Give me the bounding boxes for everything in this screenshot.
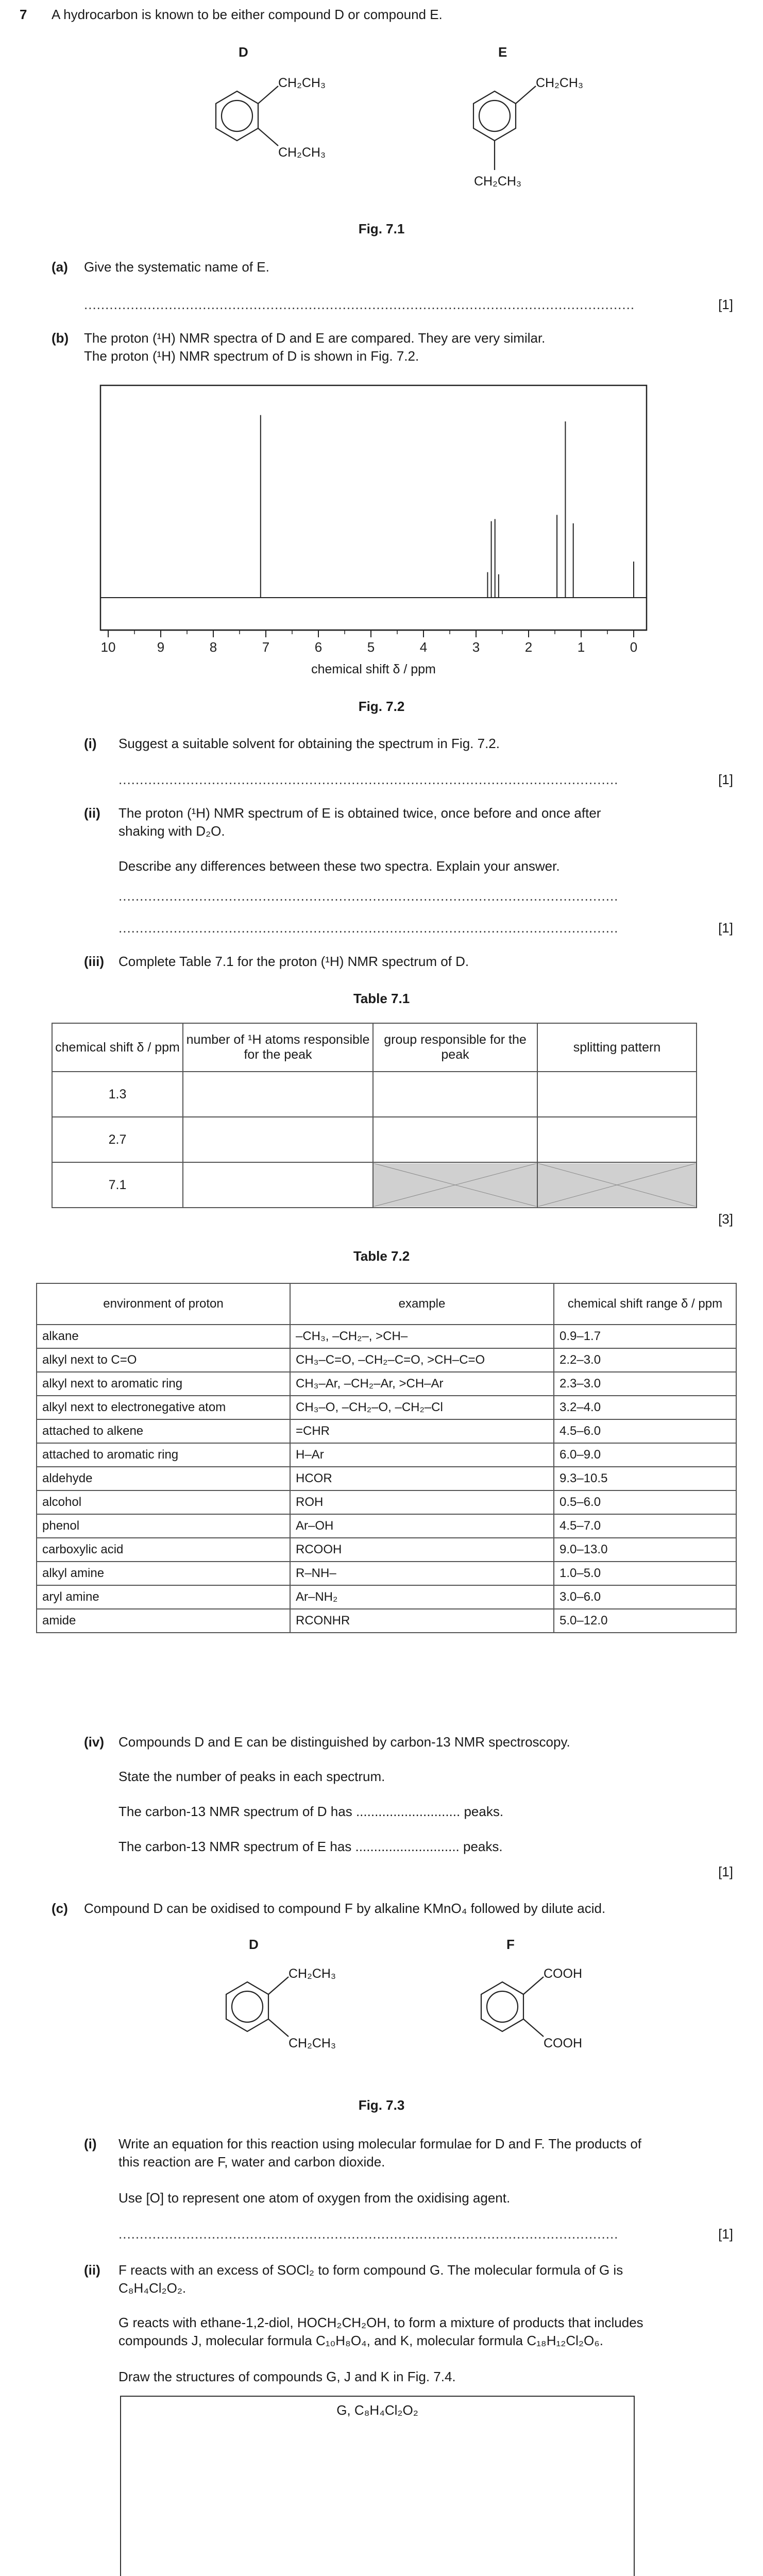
part-c-ii-text3: G reacts with ethane-1,2-diol, HOCH₂CH₂OH, to form a mixture of products that includes — [118, 2315, 643, 2330]
structure-g-box[interactable] — [120, 2396, 635, 2576]
part-c-i-text2: this reaction are F, water and carbon dioxide. — [118, 2154, 385, 2170]
table-row — [37, 1467, 736, 1490]
table71-shaded-cell — [373, 1162, 537, 1208]
table72-environment-cell: attached to aromatic ring — [37, 1443, 290, 1467]
fig73-label-d: D — [249, 1937, 259, 1952]
part-c-i-answer-line[interactable]: ...................................................................................................................... — [118, 2226, 619, 2242]
label-d: D — [239, 44, 248, 60]
part-b-ii-text2: shaking with D₂O. — [118, 823, 225, 839]
table72-example-cell: CH₃–C=O, –CH₂–C=O, >CH–C=O — [290, 1348, 554, 1372]
table71-shift-cell: 2.7 — [52, 1117, 183, 1162]
part-c-i-label: (i) — [84, 2136, 97, 2151]
table71-answer-cell[interactable] — [183, 1117, 373, 1162]
table72-example-cell: RCONHR — [290, 1609, 554, 1633]
part-c-i-text3: Use [O] to represent one atom of oxygen from the oxidising agent. — [118, 2190, 511, 2206]
table71-answer-cell[interactable] — [373, 1117, 537, 1162]
table71-shift-cell: 1.3 — [52, 1072, 183, 1117]
table71-answer-cell[interactable] — [183, 1072, 373, 1117]
part-b-iv-text1: Compounds D and E can be distinguished by carbon-13 NMR spectroscopy. — [118, 1734, 570, 1750]
intro-text: A hydrocarbon is known to be either compound D or compound E. — [52, 7, 443, 22]
table72-header-environment: environment of proton — [37, 1283, 290, 1325]
x-tick-label: 2 — [524, 639, 533, 655]
part-b-i-text: Suggest a suitable solvent for obtaining the spectrum in Fig. 7.2. — [118, 736, 500, 751]
x-tick-label: 6 — [314, 639, 323, 655]
table72-example-cell: RCOOH — [290, 1538, 554, 1562]
table72-environment-cell: phenol — [37, 1514, 290, 1538]
part-b-ii-text1: The proton (¹H) NMR spectrum of E is obtained twice, once before and once after — [118, 805, 601, 821]
table-row — [37, 1396, 736, 1419]
table72-environment-cell: alkyl next to electronegative atom — [37, 1396, 290, 1419]
table72-environment-cell: aryl amine — [37, 1585, 290, 1609]
table72-shift-range-cell: 2.2–3.0 — [554, 1348, 736, 1372]
part-c-ii-text1: F reacts with an excess of SOCl₂ to form compound G. The molecular formula of G is — [118, 2262, 623, 2278]
table72-shift-range-cell: 5.0–12.0 — [554, 1609, 736, 1633]
table72-example-cell: H–Ar — [290, 1443, 554, 1467]
part-b-iv-text3[interactable]: The carbon-13 NMR spectrum of D has ............................ peaks. — [118, 1804, 504, 1819]
fig73-d-substituent-1: CH₂CH₃ — [289, 1967, 336, 1981]
table72-example-cell: –CH₃, –CH₂–, >CH– — [290, 1325, 554, 1348]
table72-header-shift-range: chemical shift range δ / ppm — [554, 1283, 736, 1325]
fig72-caption: Fig. 7.2 — [358, 699, 405, 714]
e-substituent-2: CH₂CH₃ — [474, 174, 522, 189]
part-b-i-answer-line[interactable]: ...................................................................................................................... — [118, 772, 619, 787]
part-b-iv-text2: State the number of peaks in each spectrum. — [118, 1769, 385, 1784]
part-b-label: (b) — [52, 330, 69, 346]
x-tick-label: 0 — [630, 639, 638, 655]
table-row — [37, 1538, 736, 1562]
table-row — [37, 1325, 736, 1348]
table72-shift-range-cell: 1.0–5.0 — [554, 1562, 736, 1585]
table-row — [37, 1372, 736, 1396]
table72-example-cell: CH₃–Ar, –CH₂–Ar, >CH–Ar — [290, 1372, 554, 1396]
part-c-i-text1: Write an equation for this reaction using molecular formulae for D and F. The products of — [118, 2136, 642, 2151]
table71-marks: [3] — [718, 1211, 733, 1227]
x-tick-label: 4 — [419, 639, 428, 655]
table72-shift-range-cell: 9.0–13.0 — [554, 1538, 736, 1562]
table72-example-cell: =CHR — [290, 1419, 554, 1443]
table-row — [37, 1490, 736, 1514]
table72-example-cell: R–NH– — [290, 1562, 554, 1585]
table72-environment-cell: alkane — [37, 1325, 290, 1348]
table72-environment-cell: attached to alkene — [37, 1419, 290, 1443]
table71-answer-cell[interactable] — [537, 1117, 697, 1162]
box-g-label: G, C₈H₄Cl₂O₂ — [336, 2402, 418, 2418]
table71-shift-cell: 7.1 — [52, 1162, 183, 1208]
table72-environment-cell: alkyl next to aromatic ring — [37, 1372, 290, 1396]
part-a-label: (a) — [52, 259, 68, 275]
table72-header-example: example — [290, 1283, 554, 1325]
table71-answer-cell[interactable] — [373, 1072, 537, 1117]
x-tick-label: 5 — [367, 639, 375, 655]
table72-environment-cell: aldehyde — [37, 1467, 290, 1490]
table71-header-row — [52, 1023, 697, 1072]
part-a-answer-line[interactable]: .................................................................................................................................. — [84, 297, 635, 312]
nmr-x-axis-label: chemical shift δ / ppm — [311, 662, 436, 676]
part-c-i-marks: [1] — [718, 2226, 733, 2242]
part-c-ii-text2: C₈H₄Cl₂O₂. — [118, 2280, 186, 2296]
table-row — [52, 1117, 697, 1162]
table-row — [37, 1514, 736, 1538]
table-row — [52, 1072, 697, 1117]
table72-example-cell: ROH — [290, 1490, 554, 1514]
e-substituent-1: CH₂CH₃ — [536, 76, 584, 90]
part-b-iv-text4[interactable]: The carbon-13 NMR spectrum of E has ............................ peaks. — [118, 1839, 503, 1854]
spectrum-frame — [100, 385, 647, 630]
table72-header-row — [37, 1283, 736, 1325]
table72-shift-range-cell: 0.9–1.7 — [554, 1325, 736, 1348]
table72-environment-cell: alcohol — [37, 1490, 290, 1514]
part-c-ii-label: (ii) — [84, 2262, 100, 2278]
fig73-f-substituent-2: COOH — [544, 2036, 582, 2050]
x-tick-label: 7 — [262, 639, 270, 655]
table-row — [37, 1562, 736, 1585]
table72-environment-cell: carboxylic acid — [37, 1538, 290, 1562]
table72-example-cell: Ar–NH₂ — [290, 1585, 554, 1609]
x-tick-label: 10 — [100, 639, 116, 655]
part-b-iv-label: (iv) — [84, 1734, 104, 1750]
part-b-ii-answer-line-2[interactable]: ...................................................................................................................... — [118, 920, 619, 936]
table-row — [52, 1162, 697, 1208]
part-b-iv-marks: [1] — [718, 1864, 733, 1879]
part-b-iii-label: (iii) — [84, 954, 104, 969]
table72-example-cell: HCOR — [290, 1467, 554, 1490]
table72-environment-cell: amide — [37, 1609, 290, 1633]
table72-shift-range-cell: 0.5–6.0 — [554, 1490, 736, 1514]
fig71-caption: Fig. 7.1 — [358, 221, 405, 236]
question-number: 7 — [20, 7, 27, 22]
table72-environment-cell: alkyl amine — [37, 1562, 290, 1585]
part-a-text: Give the systematic name of E. — [84, 259, 269, 275]
part-b-i-label: (i) — [84, 736, 97, 751]
fig73-label-f: F — [506, 1937, 515, 1952]
table72-environment-cell: alkyl next to C=O — [37, 1348, 290, 1372]
table72-shift-range-cell: 4.5–7.0 — [554, 1514, 736, 1538]
table-row — [37, 1348, 736, 1372]
table71-shaded-cell — [537, 1162, 697, 1208]
part-b-ii-answer-line-1[interactable]: ...................................................................................................................... — [118, 888, 619, 904]
part-b-ii-marks: [1] — [718, 920, 733, 936]
part-c-text: Compound D can be oxidised to compound F by alkaline KMnO₄ followed by dilute acid. — [84, 1901, 606, 1916]
table71-header-splitting: splitting pattern — [537, 1023, 697, 1072]
d-substituent-2: CH₂CH₃ — [278, 145, 326, 160]
d-substituent-1: CH₂CH₃ — [278, 76, 326, 90]
fig73-d-substituent-2: CH₂CH₃ — [289, 2036, 336, 2050]
part-b-line1: The proton (¹H) NMR spectra of D and E are compared. They are very similar. — [84, 330, 546, 346]
table72-shift-range-cell: 4.5–6.0 — [554, 1419, 736, 1443]
table72-example-cell: CH₃–O, –CH₂–O, –CH₂–Cl — [290, 1396, 554, 1419]
table-row — [37, 1609, 736, 1633]
table71-caption: Table 7.1 — [353, 991, 410, 1006]
x-tick-label: 3 — [472, 639, 480, 655]
table72-shift-range-cell: 6.0–9.0 — [554, 1443, 736, 1467]
table72-shift-range-cell: 3.2–4.0 — [554, 1396, 736, 1419]
part-b-iii-text: Complete Table 7.1 for the proton (¹H) NMR spectrum of D. — [118, 954, 469, 969]
table72-caption: Table 7.2 — [353, 1248, 410, 1264]
part-c-label: (c) — [52, 1901, 68, 1916]
fig73-caption: Fig. 7.3 — [358, 2097, 405, 2113]
part-c-ii-text5: Draw the structures of compounds G, J and K in Fig. 7.4. — [118, 2369, 456, 2384]
part-b-i-marks: [1] — [718, 772, 733, 787]
table71-header-count: number of ¹H atoms responsible for the peak — [183, 1023, 373, 1072]
part-b-ii-label: (ii) — [84, 805, 100, 821]
part-c-ii-text4: compounds J, molecular formula C₁₀H₈O₄, and K, molecular formula C₁₈H₁₂Cl₂O₆. — [118, 2333, 603, 2348]
table-row — [37, 1419, 736, 1443]
table71-answer-cell[interactable] — [537, 1072, 697, 1117]
part-b-ii-text3: Describe any differences between these two spectra. Explain your answer. — [118, 858, 560, 874]
table71-answer-cell[interactable] — [183, 1162, 373, 1208]
x-tick-label: 9 — [157, 639, 165, 655]
table-row — [37, 1443, 736, 1467]
table71-header-shift: chemical shift δ / ppm — [52, 1023, 183, 1072]
table72-shift-range-cell: 3.0–6.0 — [554, 1585, 736, 1609]
table-7-2 — [36, 1283, 737, 1633]
x-tick-label: 1 — [577, 639, 585, 655]
table-row — [37, 1585, 736, 1609]
table71-header-group: group responsible for the peak — [373, 1023, 537, 1072]
x-tick-label: 8 — [209, 639, 217, 655]
fig73-f-substituent-1: COOH — [544, 1967, 582, 1981]
table72-shift-range-cell: 9.3–10.5 — [554, 1467, 736, 1490]
part-b-line2: The proton (¹H) NMR spectrum of D is shown in Fig. 7.2. — [84, 348, 419, 364]
label-e: E — [498, 44, 507, 60]
table72-example-cell: Ar–OH — [290, 1514, 554, 1538]
nmr-spectrum-chart — [77, 376, 670, 680]
part-a-marks: [1] — [718, 297, 733, 312]
table-7-1 — [52, 1023, 697, 1208]
table72-shift-range-cell: 2.3–3.0 — [554, 1372, 736, 1396]
